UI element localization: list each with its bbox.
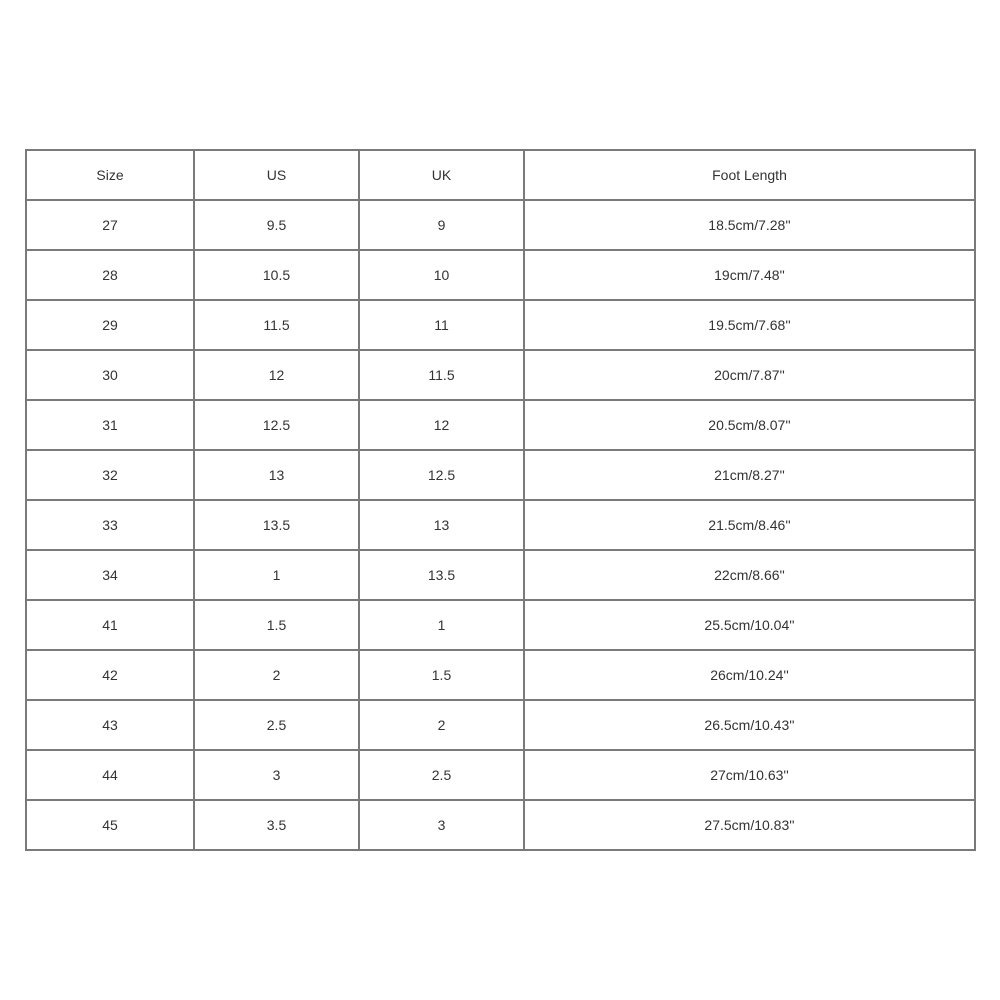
cell-foot-length: 19cm/7.48'' bbox=[524, 250, 975, 300]
cell-us: 2.5 bbox=[194, 700, 359, 750]
cell-foot-length: 19.5cm/7.68'' bbox=[524, 300, 975, 350]
cell-uk: 1.5 bbox=[359, 650, 524, 700]
cell-us: 9.5 bbox=[194, 200, 359, 250]
cell-foot-length: 21cm/8.27'' bbox=[524, 450, 975, 500]
cell-size: 29 bbox=[26, 300, 194, 350]
cell-size: 33 bbox=[26, 500, 194, 550]
cell-uk: 13 bbox=[359, 500, 524, 550]
cell-foot-length: 26cm/10.24'' bbox=[524, 650, 975, 700]
cell-foot-length: 20cm/7.87'' bbox=[524, 350, 975, 400]
table-row bbox=[26, 450, 975, 500]
cell-us: 10.5 bbox=[194, 250, 359, 300]
table-row bbox=[26, 800, 975, 850]
cell-size: 34 bbox=[26, 550, 194, 600]
cell-uk: 2 bbox=[359, 700, 524, 750]
cell-uk: 11.5 bbox=[359, 350, 524, 400]
table-row bbox=[26, 550, 975, 600]
cell-us: 1.5 bbox=[194, 600, 359, 650]
cell-us: 1 bbox=[194, 550, 359, 600]
cell-foot-length: 26.5cm/10.43'' bbox=[524, 700, 975, 750]
cell-us: 3.5 bbox=[194, 800, 359, 850]
cell-uk: 9 bbox=[359, 200, 524, 250]
cell-foot-length: 21.5cm/8.46'' bbox=[524, 500, 975, 550]
cell-uk: 2.5 bbox=[359, 750, 524, 800]
table-row bbox=[26, 750, 975, 800]
cell-size: 45 bbox=[26, 800, 194, 850]
table-row bbox=[26, 250, 975, 300]
cell-uk: 13.5 bbox=[359, 550, 524, 600]
table-row bbox=[26, 500, 975, 550]
header-us: US bbox=[194, 150, 359, 200]
table-row bbox=[26, 200, 975, 250]
cell-size: 42 bbox=[26, 650, 194, 700]
size-chart-table bbox=[25, 149, 976, 851]
cell-foot-length: 22cm/8.66'' bbox=[524, 550, 975, 600]
cell-uk: 3 bbox=[359, 800, 524, 850]
cell-size: 32 bbox=[26, 450, 194, 500]
cell-us: 12.5 bbox=[194, 400, 359, 450]
table-header bbox=[26, 150, 975, 200]
cell-uk: 10 bbox=[359, 250, 524, 300]
table-row bbox=[26, 700, 975, 750]
cell-us: 13 bbox=[194, 450, 359, 500]
cell-us: 11.5 bbox=[194, 300, 359, 350]
cell-uk: 1 bbox=[359, 600, 524, 650]
table-row bbox=[26, 350, 975, 400]
cell-us: 2 bbox=[194, 650, 359, 700]
cell-size: 31 bbox=[26, 400, 194, 450]
cell-size: 27 bbox=[26, 200, 194, 250]
cell-size: 44 bbox=[26, 750, 194, 800]
cell-uk: 11 bbox=[359, 300, 524, 350]
cell-uk: 12 bbox=[359, 400, 524, 450]
table-row bbox=[26, 600, 975, 650]
table-row bbox=[26, 650, 975, 700]
cell-us: 12 bbox=[194, 350, 359, 400]
cell-foot-length: 27cm/10.63'' bbox=[524, 750, 975, 800]
cell-us: 13.5 bbox=[194, 500, 359, 550]
header-row bbox=[26, 150, 975, 200]
cell-foot-length: 20.5cm/8.07'' bbox=[524, 400, 975, 450]
cell-us: 3 bbox=[194, 750, 359, 800]
cell-size: 30 bbox=[26, 350, 194, 400]
table-row bbox=[26, 300, 975, 350]
cell-foot-length: 27.5cm/10.83'' bbox=[524, 800, 975, 850]
header-uk: UK bbox=[359, 150, 524, 200]
header-size: Size bbox=[26, 150, 194, 200]
table-body bbox=[26, 200, 975, 850]
cell-uk: 12.5 bbox=[359, 450, 524, 500]
cell-size: 43 bbox=[26, 700, 194, 750]
cell-size: 41 bbox=[26, 600, 194, 650]
cell-foot-length: 18.5cm/7.28'' bbox=[524, 200, 975, 250]
cell-foot-length: 25.5cm/10.04'' bbox=[524, 600, 975, 650]
table-row bbox=[26, 400, 975, 450]
cell-size: 28 bbox=[26, 250, 194, 300]
header-foot-length: Foot Length bbox=[524, 150, 975, 200]
